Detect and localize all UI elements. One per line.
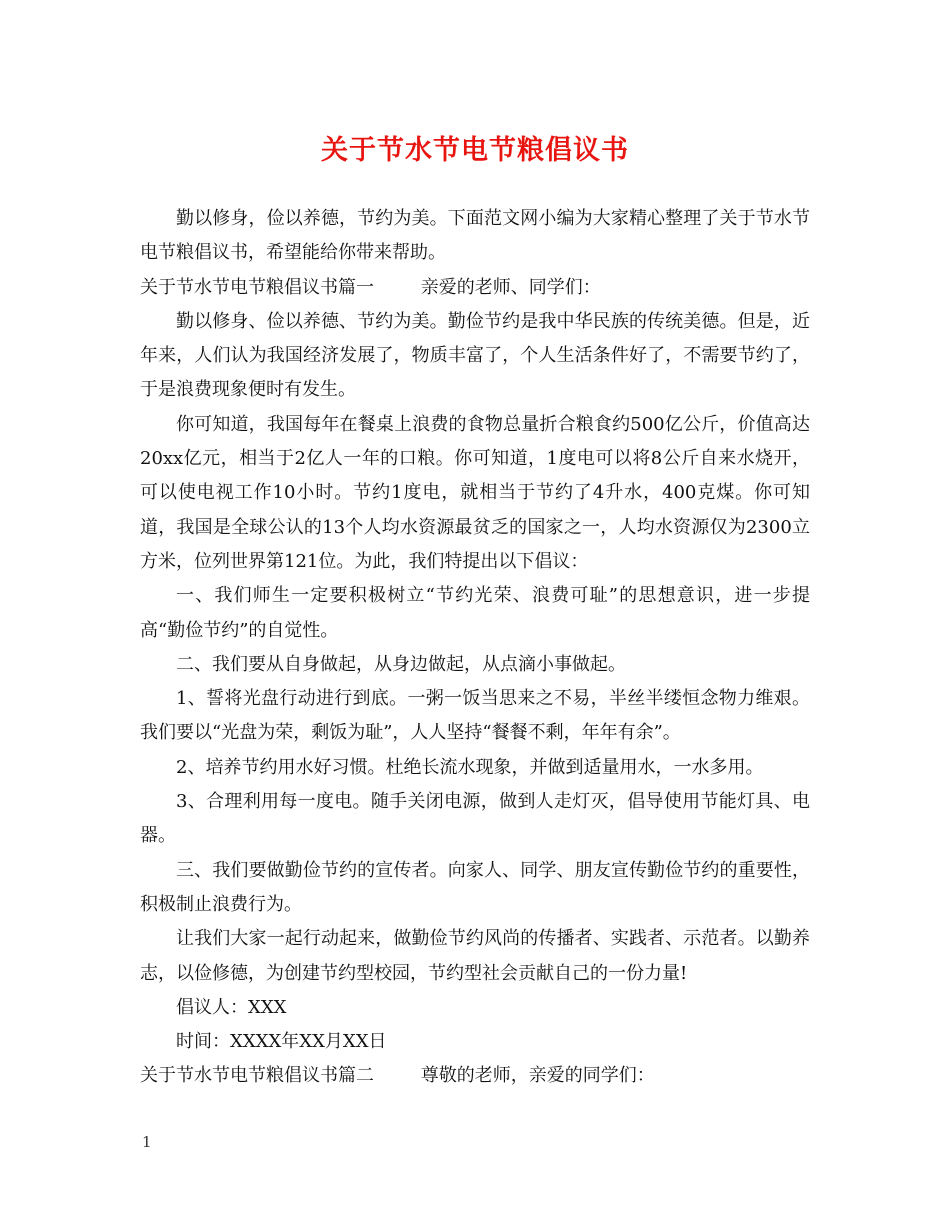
document-body <box>140 202 810 1094</box>
paragraph: 让我们大家一起行动起来，做勤俭节约风尚的传播者、实践者、示范者。以勤养志，以俭修德，为创建节约型校园，节约型社会贡献自己的一份力量! <box>140 928 810 984</box>
paragraph: 你可知道，我国每年在餐桌上浪费的食物总量折合粮食约500亿公斤，价值高达20xx亿元，相当于2亿人一年的口粮。你可知道，1度电可以将8公斤自来水烧开，可以使电视工作10小时。节约1度电，就相当于节约了4升水，400克煤。你可知道，我国是全球公认的13个人均水资源最贫乏的国家之一，人均水资源仅为2300立方米，位列世界第121位。为此，我们特提出以下倡议： <box>140 413 810 572</box>
date-line: 时间：XXXX年XX月XX日 <box>176 1031 387 1053</box>
section-heading-2: 关于节水节电节粮倡议书篇二 <box>140 1065 374 1087</box>
section-heading-line-1 <box>140 271 810 305</box>
paragraph: 二、我们要从自身做起，从身边做起，从点滴小事做起。 <box>176 653 626 675</box>
signature-line: 倡议人：XXX <box>176 996 287 1018</box>
paragraph: 勤以修身、俭以养德、节约为美。勤俭节约是我中华民族的传统美德。但是，近年来，人们认为我国经济发展了，物质丰富了，个人生活条件好了，不需要节约了，于是浪费现象便时有发生。 <box>140 310 810 401</box>
paragraph: 一、我们师生一定要积极树立“节约光荣、浪费可耻”的思想意识，进一步提高“勤俭节约”的自觉性。 <box>140 585 810 641</box>
salutation-1: 亲爱的老师、同学们： <box>420 276 601 298</box>
page-number: 1 <box>142 1133 152 1151</box>
paragraph: 3、合理利用每一度电。随手关闭电源，做到人走灯灭，倡导使用节能灯具、电器。 <box>140 791 810 847</box>
paragraph: 2、培养节约用水好习惯。杜绝长流水现象，并做到适量用水，一水多用。 <box>176 756 764 778</box>
intro-paragraph: 勤以修身，俭以养德，节约为美。下面范文网小编为大家精心整理了关于节水节电节粮倡议书，希望能给你带来帮助。 <box>140 208 810 264</box>
section-heading-1: 关于节水节电节粮倡议书篇一 <box>140 276 374 298</box>
document-title: 关于节水节电节粮倡议书 <box>321 135 629 166</box>
section-heading-line-2 <box>140 1059 810 1093</box>
salutation-2: 尊敬的老师，亲爱的同学们： <box>420 1065 655 1087</box>
paragraph: 1、誓将光盘行动进行到底。一粥一饭当思来之不易，半丝半缕恒念物力维艰。我们要以“光盘为荣，剩饭为耻”，人人坚持“餐餐不剩，年年有余”。 <box>140 688 810 744</box>
paragraph: 三、我们要做勤俭节约的宣传者。向家人、同学、朋友宣传勤俭节约的重要性，积极制止浪费行为。 <box>140 859 810 915</box>
